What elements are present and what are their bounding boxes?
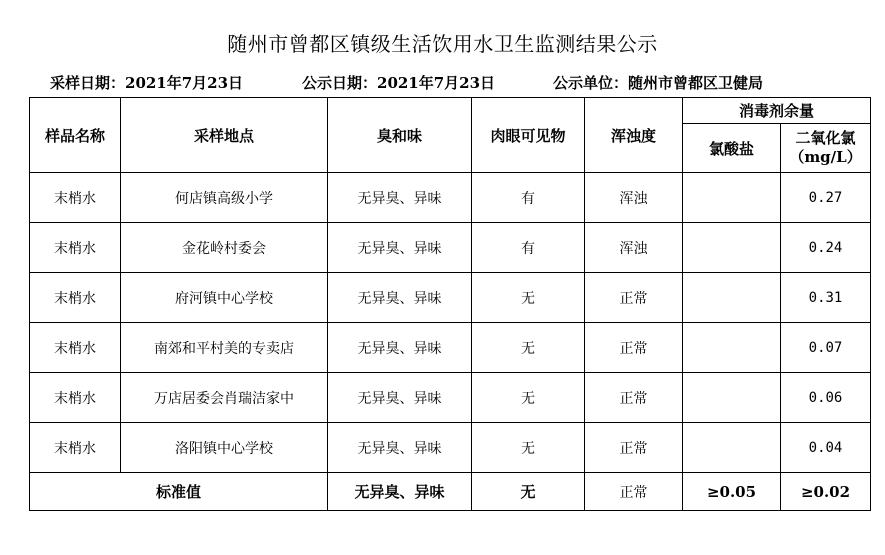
standard-odor: 无异臭、异味	[328, 473, 472, 511]
cell-chlorine-dioxide: 0.27	[781, 173, 871, 223]
header-sample-name: 样品名称	[30, 98, 121, 173]
header-chlorine-dioxide-label: 二氧化氯	[795, 129, 856, 147]
cell-chlorine-dioxide: 0.06	[781, 373, 871, 423]
header-chlorine-dioxide-unit: （mg/L）	[789, 148, 862, 166]
cell-location: 金花岭村委会	[121, 223, 328, 273]
cell-chlorate	[683, 173, 781, 223]
header-chlorate: 氯酸盐	[683, 124, 781, 173]
header-odor: 臭和味	[328, 98, 472, 173]
cell-odor: 无异臭、异味	[328, 273, 472, 323]
sample-date: 采样日期：2021年7月23日	[50, 74, 244, 92]
cell-odor: 无异臭、异味	[328, 173, 472, 223]
standard-chlorate: ≥0.05	[683, 473, 781, 511]
cell-turbidity: 正常	[585, 323, 683, 373]
cell-location: 府河镇中心学校	[121, 273, 328, 323]
standard-label: 标准值	[30, 473, 328, 511]
cell-turbidity: 正常	[585, 423, 683, 473]
cell-location: 何店镇高级小学	[121, 173, 328, 223]
cell-location: 洛阳镇中心学校	[121, 423, 328, 473]
cell-visible-matter: 无	[472, 273, 585, 323]
cell-chlorine-dioxide: 0.24	[781, 223, 871, 273]
standard-row	[30, 473, 871, 511]
cell-odor: 无异臭、异味	[328, 423, 472, 473]
cell-chlorine-dioxide: 0.31	[781, 273, 871, 323]
cell-chlorate	[683, 373, 781, 423]
cell-chlorate	[683, 273, 781, 323]
standard-chlorine-dioxide: ≥0.02	[781, 473, 871, 511]
cell-visible-matter: 无	[472, 423, 585, 473]
cell-turbidity: 浑浊	[585, 223, 683, 273]
cell-turbidity: 正常	[585, 273, 683, 323]
cell-chlorate	[683, 323, 781, 373]
cell-odor: 无异臭、异味	[328, 323, 472, 373]
cell-chlorate	[683, 423, 781, 473]
standard-turbidity: 正常	[585, 473, 683, 511]
cell-odor: 无异臭、异味	[328, 373, 472, 423]
table-row	[30, 173, 871, 223]
cell-chlorine-dioxide: 0.07	[781, 323, 871, 373]
cell-location: 万店居委会肖瑞洁家中	[121, 373, 328, 423]
table-row	[30, 323, 871, 373]
table-row	[30, 373, 871, 423]
table-row	[30, 423, 871, 473]
header-chlorine-dioxide	[781, 124, 871, 173]
table-row	[30, 223, 871, 273]
publishing-unit: 公示单位：随州市曾都区卫健局	[553, 74, 764, 92]
cell-turbidity: 正常	[585, 373, 683, 423]
header-disinfectant: 消毒剂余量	[683, 98, 871, 124]
cell-visible-matter: 无	[472, 323, 585, 373]
cell-chlorate	[683, 223, 781, 273]
cell-sample-name: 末梢水	[30, 273, 121, 323]
publish-date: 公示日期：2021年7月23日	[302, 74, 496, 92]
table-row	[30, 273, 871, 323]
cell-sample-name: 末梢水	[30, 373, 121, 423]
cell-chlorine-dioxide: 0.04	[781, 423, 871, 473]
standard-visible-matter: 无	[472, 473, 585, 511]
cell-sample-name: 末梢水	[30, 223, 121, 273]
results-table	[29, 97, 871, 511]
cell-sample-name: 末梢水	[30, 173, 121, 223]
cell-sample-name: 末梢水	[30, 423, 121, 473]
cell-turbidity: 浑浊	[585, 173, 683, 223]
cell-odor: 无异臭、异味	[328, 223, 472, 273]
header-turbidity: 浑浊度	[585, 98, 683, 173]
cell-visible-matter: 有	[472, 223, 585, 273]
cell-location: 南郊和平村美的专卖店	[121, 323, 328, 373]
cell-sample-name: 末梢水	[30, 323, 121, 373]
cell-visible-matter: 无	[472, 373, 585, 423]
header-visible-matter: 肉眼可见物	[472, 98, 585, 173]
cell-visible-matter: 有	[472, 173, 585, 223]
page-title: 随州市曾都区镇级生活饮用水卫生监测结果公示	[227, 32, 658, 56]
header-location: 采样地点	[121, 98, 328, 173]
